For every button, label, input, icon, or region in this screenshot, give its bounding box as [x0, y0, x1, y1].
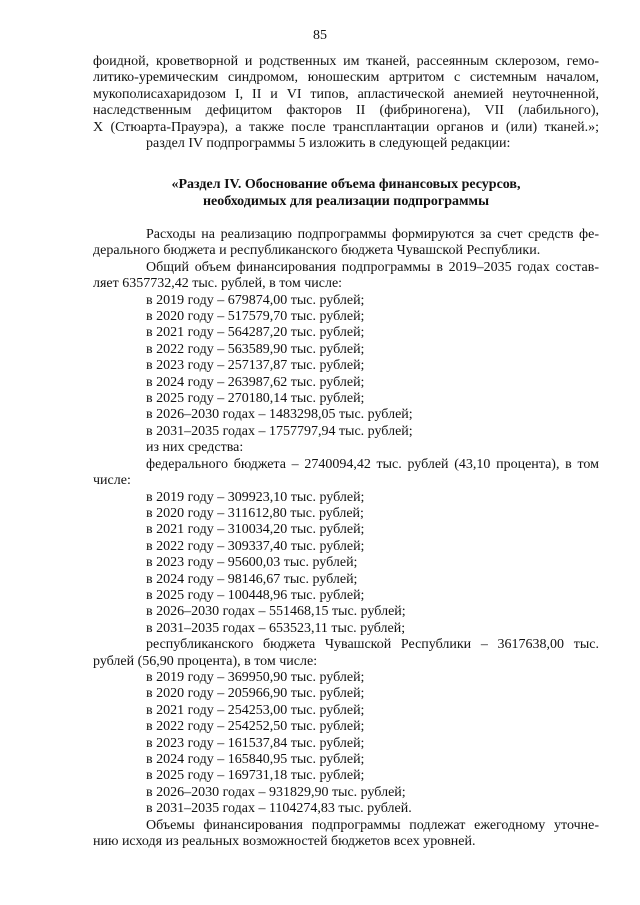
funding-item: в 2026–2030 годах – 1483298,05 тыс. рублей; [146, 407, 413, 423]
funding-item: в 2031–2035 годах – 1104274,83 тыс. рублей. [146, 801, 412, 817]
funding-item: в 2021 году – 254253,00 тыс. рублей; [146, 702, 365, 718]
instruction-line: раздел IV подпрограммы 5 изложить в следующей редакции: [146, 136, 511, 152]
funding-item: в 2024 году – 263987,62 тыс. рублей; [146, 374, 365, 390]
text-line: ляет 6357732,42 тыс. рублей, в том числе: [93, 276, 343, 292]
text-line: литико-уремическим синдромом, юношеским артритом с системным началом, [93, 70, 599, 86]
funding-item: в 2019 году – 679874,00 тыс. рублей; [146, 292, 365, 308]
funding-item: в 2023 году – 257137,87 тыс. рублей; [146, 358, 365, 374]
text-line: наследственным дефицитом факторов II (фибриногена), VII (лабильного), [93, 103, 599, 119]
heading-line-2: необходимых для реализации подпрограммы [202, 194, 490, 209]
page-number: 85 [313, 28, 327, 43]
funding-item: в 2019 году – 369950,90 тыс. рублей; [146, 669, 365, 685]
funding-item: в 2026–2030 годах – 931829,90 тыс. рублей; [146, 784, 406, 800]
text-line: фоидной, кроветворной и родственных им тканей, рассеянным склерозом, гемо- [93, 54, 599, 69]
text-line: нию исходя из реальных возможностей бюджетов всех уровней. [93, 834, 476, 850]
funding-item: в 2023 году – 161537,84 тыс. рублей; [146, 735, 365, 751]
top-paragraph [93, 54, 599, 152]
text-line: из них средства: [146, 440, 244, 456]
text-line: республиканского бюджета Чувашской Республики – 3617638,00 тыс. [146, 637, 599, 653]
funding-item: в 2031–2035 годах – 653523,11 тыс. рублей; [146, 620, 406, 636]
funding-item: в 2019 году – 309923,10 тыс. рублей; [146, 489, 365, 505]
funding-item: в 2024 году – 98146,67 тыс. рублей; [146, 571, 358, 587]
federal-funding-list [93, 490, 599, 638]
funding-item: в 2020 году – 205966,90 тыс. рублей; [146, 686, 365, 702]
text-line: числе: [93, 473, 131, 489]
text-line: мукополисахаридозом I, II и VI типов, апластической анемией неуточненной, [93, 86, 599, 102]
section-heading [93, 176, 599, 210]
funding-item: в 2021 году – 564287,20 тыс. рублей; [146, 325, 365, 341]
funding-item: в 2021 году – 310034,20 тыс. рублей; [146, 522, 365, 538]
funding-item: в 2020 году – 311612,80 тыс. рублей; [146, 505, 364, 521]
text-line: дерального бюджета и республиканского бюджета Чувашской Республики. [93, 243, 541, 259]
funding-item: в 2024 году – 165840,95 тыс. рублей; [146, 752, 365, 767]
text-line: Объемы финансирования подпрограммы подлежат ежегодному уточне- [146, 817, 599, 833]
funding-item: в 2031–2035 годах – 1757797,94 тыс. рублей; [146, 423, 413, 439]
funding-item: в 2025 году – 100448,96 тыс. рублей; [146, 587, 365, 603]
funding-item: в 2020 году – 517579,70 тыс. рублей; [146, 309, 365, 325]
text-line: Расходы на реализацию подпрограммы формируются за счет средств фе- [146, 227, 599, 242]
section-body [93, 227, 599, 850]
republic-funding-list [93, 670, 599, 818]
funding-item: в 2022 году – 254252,50 тыс. рублей; [146, 719, 365, 735]
funding-item: в 2022 году – 563589,90 тыс. рублей; [146, 341, 365, 357]
funding-item: в 2022 году – 309337,40 тыс. рублей; [146, 538, 365, 554]
text-line: X (Стюарта-Прауэра), а также после трансплантации органов и (или) тканей.»; [93, 119, 599, 135]
text-line: федерального бюджета – 2740094,42 тыс. рублей (43,10 процента), в том [146, 456, 599, 472]
funding-item: в 2026–2030 годах – 551468,15 тыс. рублей; [146, 604, 406, 620]
total-funding-list [93, 293, 599, 441]
funding-item: в 2025 году – 270180,14 тыс. рублей; [146, 391, 365, 407]
funding-item: в 2023 году – 95600,03 тыс. рублей; [146, 555, 358, 571]
funding-item: в 2025 году – 169731,18 тыс. рублей; [146, 768, 365, 784]
text-line: Общий объем финансирования подпрограммы в 2019–2035 годах состав- [146, 259, 599, 275]
text-line: рублей (56,90 процента), в том числе: [93, 653, 318, 669]
heading-line-1: «Раздел IV. Обоснование объема финансовых ресурсов, [171, 177, 521, 192]
